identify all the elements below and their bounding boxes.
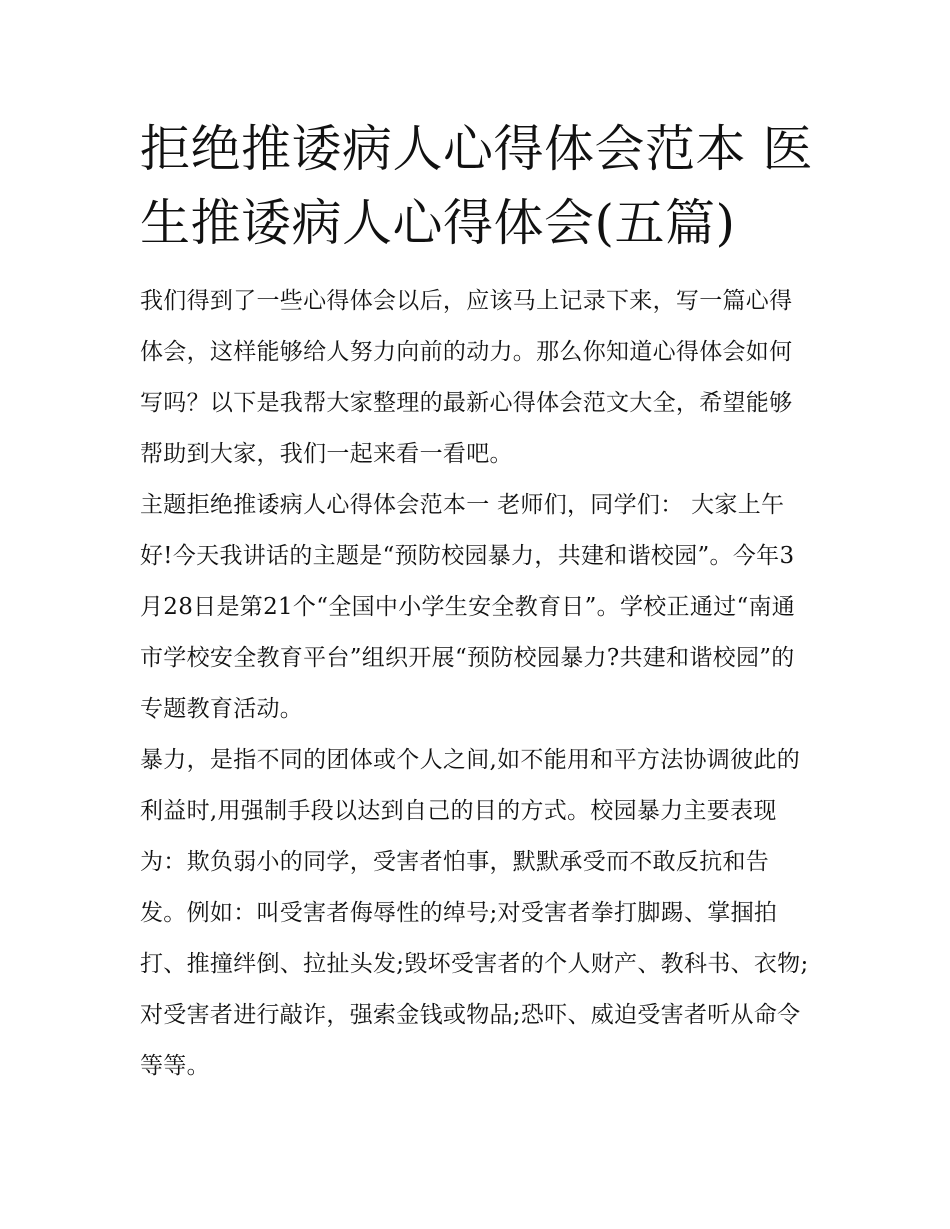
paragraph-violence: 暴力，是指不同的团体或个人之间,如不能用和平方法协调彼此的利益时,用强制手段以达到自己的目的方式。校园暴力主要表现为：欺负弱小的同学，受害者怕事，默默承受而不敢反抗和告发。例如：叫受害者侮辱性的绰号;对受害者拳打脚踢、掌掴拍打、推撞绊倒、拉扯头发;毁坏受害者的个人财产、教科书、衣物;对受害者进行敲诈，强索金钱或物品;恐吓、威迫受害者听从命令等等。: [140, 747, 809, 1079]
document-title: 拒绝推诿病人心得体会范本 医生推诿病人心得体会(五篇): [140, 120, 813, 252]
document-body: [140, 276, 815, 1092]
paragraph-speech: 主题拒绝推诿病人心得体会范本一 老师们，同学们： 大家上午好!今天我讲话的主题是“预防校园暴力，共建和谐校园”。今年3月28日是第21个“全国中小学生安全教育日”。学校正通过“南通市学校安全教育平台”组织开展“预防校园暴力?共建和谐校园”的专题教育活动。: [140, 492, 796, 722]
paragraph-intro: 我们得到了一些心得体会以后，应该马上记录下来，写一篇心得体会，这样能够给人努力向前的动力。那么你知道心得体会如何写吗？以下是我帮大家整理的最新心得体会范文大全，希望能够帮助到大家，我们一起来看一看吧。: [140, 288, 793, 467]
